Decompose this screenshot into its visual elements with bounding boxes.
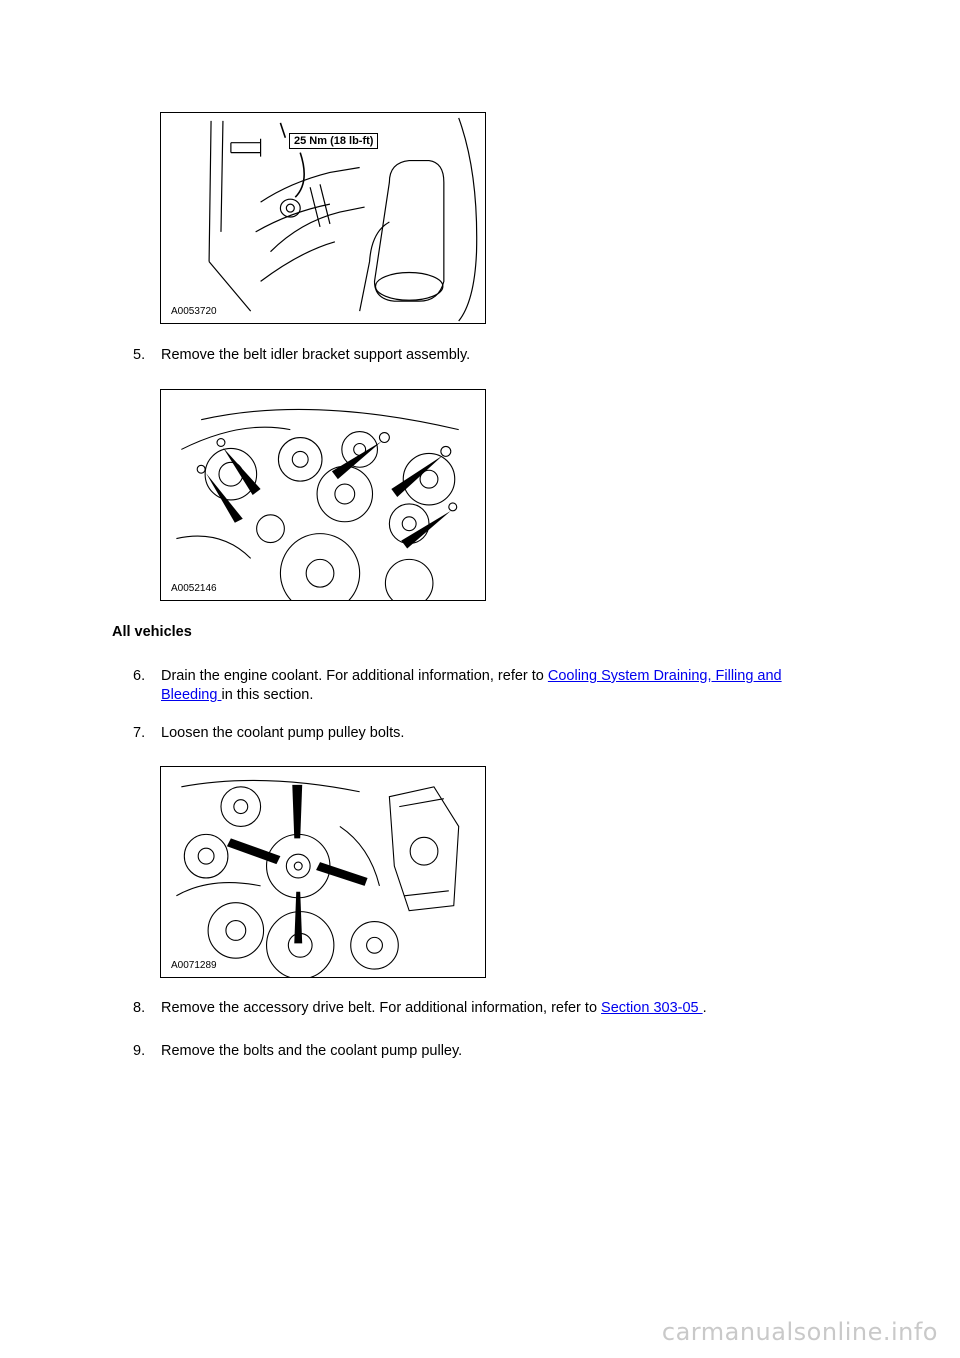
- step-text: Drain the engine coolant. For additional information, refer to: [161, 668, 548, 684]
- step-7: [133, 724, 833, 743]
- section-303-05-link[interactable]: Section 303-05: [601, 1000, 703, 1016]
- step-text: Remove the belt idler bracket support assembly.: [161, 347, 471, 363]
- step-text-after: in this section.: [221, 687, 314, 703]
- step-9: [133, 1042, 833, 1061]
- torque-callout: 25 Nm (18 lb-ft): [289, 133, 378, 149]
- step-number: 5.: [133, 347, 146, 363]
- step-6: [133, 667, 833, 705]
- step-text: Remove the accessory drive belt. For additional information, refer to: [161, 1000, 602, 1016]
- coolant-pump-illustration: [161, 767, 485, 977]
- figure-code: A0052146: [171, 583, 217, 594]
- watermark: carmanualsonline.info: [661, 1318, 938, 1346]
- step-text: Loosen the coolant pump pulley bolts.: [161, 725, 405, 741]
- step-number: 8.: [133, 1000, 146, 1016]
- step-text-after: .: [702, 1000, 707, 1016]
- figure-belt-idler-bracket: [160, 389, 486, 601]
- figure-hose-bolt: [160, 112, 486, 324]
- figure-code: A0071289: [171, 960, 217, 971]
- cooling-system-link[interactable]: Cooling System Draining, Filling and Bleeding: [161, 668, 782, 703]
- step-number: 6.: [133, 668, 146, 684]
- step-5: [133, 346, 833, 365]
- figure-coolant-pump-pulley: [160, 766, 486, 978]
- step-8: [133, 999, 833, 1018]
- belt-idler-illustration: [161, 390, 485, 600]
- step-number: 7.: [133, 725, 146, 741]
- step-number: 9.: [133, 1043, 146, 1059]
- figure-code: A0053720: [171, 306, 217, 317]
- section-heading: All vehicles: [112, 624, 192, 640]
- step-text: Remove the bolts and the coolant pump pulley.: [161, 1043, 463, 1059]
